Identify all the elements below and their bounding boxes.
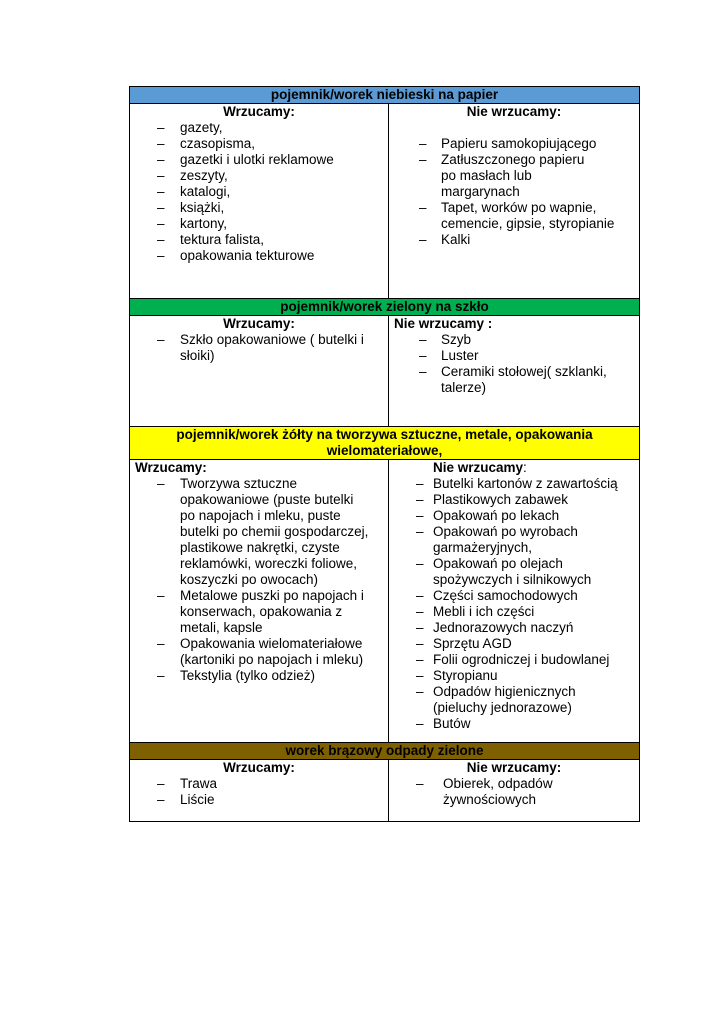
list-item: – Opakowania wielomateriałowe (kartoniki po napojach i mleku)	[135, 636, 383, 668]
list-item: – gazety,	[135, 120, 383, 136]
plastic-forbidden-cell	[389, 460, 640, 743]
plastic-forbidden-title-colon: :	[523, 460, 527, 475]
spacer	[394, 120, 634, 136]
list-item: – czasopisma,	[135, 136, 383, 152]
paper-forbidden-list	[394, 136, 634, 248]
section-paper-header-row	[130, 87, 640, 104]
glass-allowed-title: Wrzucamy:	[223, 316, 295, 331]
list-item: – Odpadów higienicznych (pieluchy jednorazowe)	[394, 684, 634, 716]
list-item: – Folii ogrodniczej i budowlanej	[394, 652, 634, 668]
paper-forbidden-cell	[389, 104, 640, 299]
list-item: – kartony,	[135, 216, 383, 232]
list-item: – Butów	[394, 716, 634, 732]
plastic-allowed-title: Wrzucamy:	[135, 460, 207, 475]
list-item: – Szkło opakowaniowe ( butelki i słoiki)	[135, 332, 383, 364]
section-header-bio: worek brązowy odpady zielone	[130, 743, 640, 760]
list-item: – Jednorazowych naczyń	[394, 620, 634, 636]
list-item: – Plastikowych zabawek	[394, 492, 634, 508]
bio-forbidden-list	[394, 776, 634, 808]
glass-allowed-cell	[130, 316, 389, 427]
section-plastic-body-row	[130, 460, 640, 743]
glass-forbidden-list	[394, 332, 634, 396]
section-glass-body-row	[130, 316, 640, 427]
plastic-forbidden-list	[394, 476, 634, 732]
list-item: – gazetki i ulotki reklamowe	[135, 152, 383, 168]
list-item: – Zatłuszczonego papieru po masłach lub margarynach	[394, 152, 634, 200]
list-item: – Sprzętu AGD	[394, 636, 634, 652]
list-item: – Tworzywa sztuczne opakowaniowe (puste butelki po napojach i mleku, puste butelki po chemii gospodarczej, plastikowe nakrętki, czyste reklamówki, woreczki foliowe, koszyczki po owocach)	[135, 476, 383, 588]
waste-sorting-table	[129, 86, 640, 822]
list-item: – Ceramiki stołowej( szklanki, talerze)	[394, 364, 634, 396]
list-item: – Opakowań po olejach spożywczych i silnikowych	[394, 556, 634, 588]
list-item: – Metalowe puszki po napojach i konserwach, opakowania z metali, kapsle	[135, 588, 383, 636]
plastic-forbidden-title-text: Nie wrzucamy	[433, 460, 524, 475]
list-item: – tektura falista,	[135, 232, 383, 248]
section-header-plastic: pojemnik/worek żółty na tworzywa sztuczne, metale, opakowania wielomateriałowe,	[130, 427, 640, 460]
bio-allowed-cell	[130, 760, 389, 822]
list-item: – Obierek, odpadów żywnościowych	[394, 776, 634, 808]
section-header-glass: pojemnik/worek zielony na szkło	[130, 299, 640, 316]
list-item: – Styropianu	[394, 668, 634, 684]
section-paper-body-row	[130, 104, 640, 299]
list-item: – Tekstylia (tylko odzież)	[135, 668, 383, 684]
list-item: – katalogi,	[135, 184, 383, 200]
list-item: – Trawa	[135, 776, 383, 792]
list-item: – Luster	[394, 348, 634, 364]
plastic-forbidden-title	[394, 460, 634, 476]
glass-forbidden-cell	[389, 316, 640, 427]
list-item: – Opakowań po lekach	[394, 508, 634, 524]
plastic-allowed-cell	[130, 460, 389, 743]
list-item: – Papieru samokopiującego	[394, 136, 634, 152]
list-item: – Mebli i ich części	[394, 604, 634, 620]
list-item: – Kalki	[394, 232, 634, 248]
list-item: – zeszyty,	[135, 168, 383, 184]
paper-allowed-title: Wrzucamy:	[223, 104, 295, 119]
bio-allowed-title: Wrzucamy:	[223, 760, 295, 775]
list-item: – Butelki kartonów z zawartością	[394, 476, 634, 492]
section-glass-header-row	[130, 299, 640, 316]
list-item: – Szyb	[394, 332, 634, 348]
section-header-paper: pojemnik/worek niebieski na papier	[130, 87, 640, 104]
section-bio-body-row	[130, 760, 640, 822]
list-item: – opakowania tekturowe	[135, 248, 383, 264]
bio-forbidden-cell	[389, 760, 640, 822]
list-item: – Części samochodowych	[394, 588, 634, 604]
paper-allowed-list	[135, 120, 383, 264]
section-bio-header-row	[130, 743, 640, 760]
list-item: – Opakowań po wyrobach garmażeryjnych,	[394, 524, 634, 556]
list-item: – Tapet, worków po wapnie, cemencie, gipsie, styropianie	[394, 200, 634, 232]
glass-forbidden-title: Nie wrzucamy :	[394, 316, 493, 331]
list-item: – książki,	[135, 200, 383, 216]
glass-allowed-list	[135, 332, 383, 364]
bio-forbidden-title: Nie wrzucamy:	[466, 760, 562, 775]
section-plastic-header-row	[130, 427, 640, 460]
list-item: – Liście	[135, 792, 383, 808]
paper-allowed-cell	[130, 104, 389, 299]
bio-allowed-list	[135, 776, 383, 808]
paper-forbidden-title: Nie wrzucamy:	[466, 104, 562, 119]
plastic-allowed-list	[135, 476, 383, 684]
